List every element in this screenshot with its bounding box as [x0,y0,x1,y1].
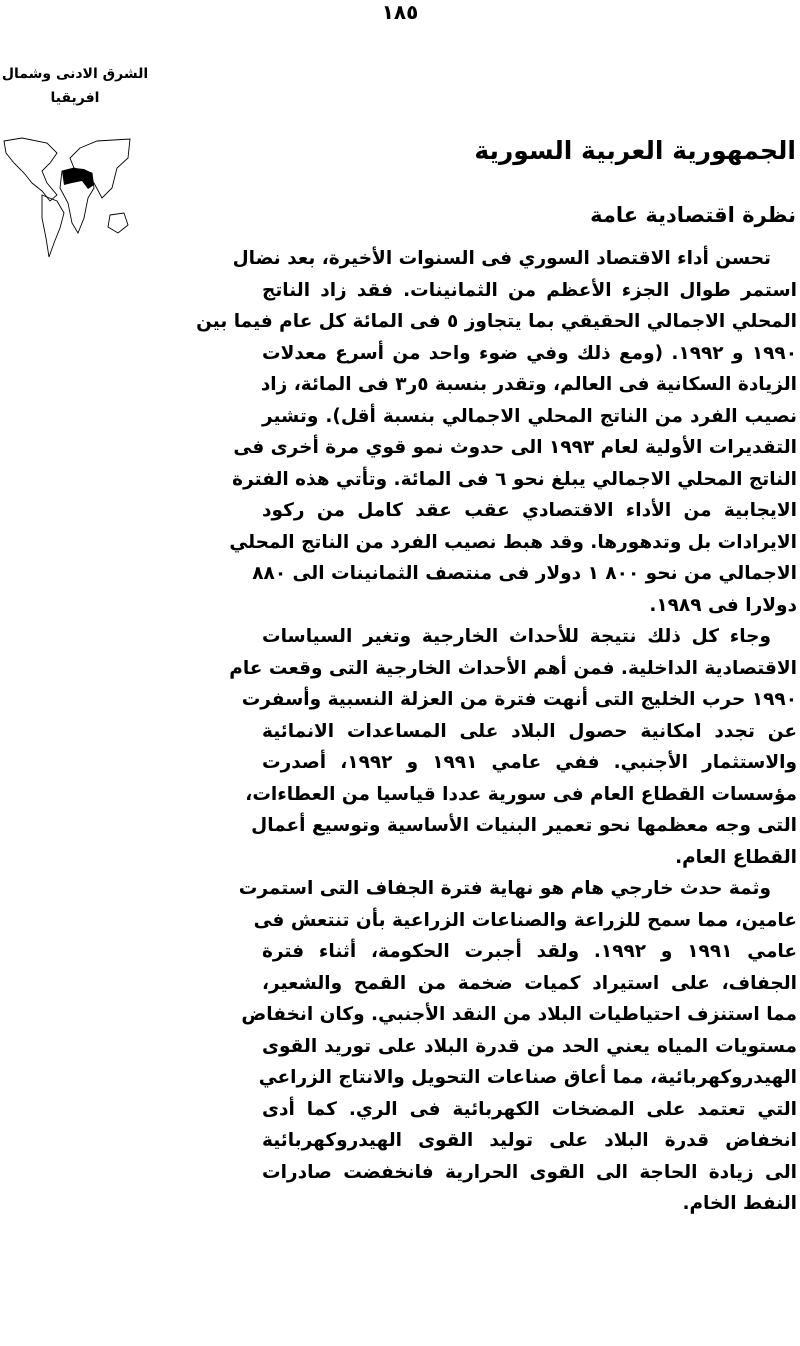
text-line: الزيادة السكانية فى العالم، وتقدر بنسبة ٥ر٣ فى المائة، زاد [260,374,797,395]
text-line: المحلي الاجمالي الحقيقي بما يتجاوز ٥ فى المائة كل عام فيما بين [196,311,797,332]
text-line: التى وجه معظمها نحو تعمير البنيات الأساسية وتوسيع أعمال [251,815,797,836]
text-line: ١٩٩٠ و ١٩٩٢. (ومع ذلك وفي ضوء واحد من أسرع معدلات [262,342,797,364]
text-line: وثمة حدث خارجي هام هو نهاية فترة الجفاف التى استمرت [238,878,771,899]
text-line: عامي ١٩٩١ و ١٩٩٢. ولقد أجبرت الحكومة، أثناء فترة [262,941,797,962]
text-line: الهيدروكهربائية، مما أعاق صناعات التحويل والانتاج الزراعي [258,1067,797,1088]
text-line: تحسن أداء الاقتصاد السوري فى السنوات الأخيرة، بعد نضال [232,248,771,269]
text-line: وجاء كل ذلك نتيجة للأحداث الخارجية وتغير السياسات [262,626,771,647]
text-line: دولارا فى ١٩٨٩. [649,594,797,616]
world-map-icon [2,133,132,258]
article-body [196,243,797,1220]
paragraph [229,621,797,873]
text-line: التي تعتمد على المضخات الكهربائية فى الري. كما أدى [262,1098,797,1120]
text-line: استمر طوال الجزء الأعظم من الثمانينات. فقد زاد الناتج [262,279,797,301]
paragraph [196,243,797,621]
section-heading: نظرة اقتصادية عامة [590,203,796,227]
text-line: الجفاف، على استيراد كميات ضخمة من القمح والشعير، [262,972,797,994]
text-line: الاقتصادية الداخلية. فمن أهم الأحداث الخارجية التى وقعت عام [229,657,797,679]
region-caption-line2: افريقيا [50,90,100,106]
text-line: النفط الخام. [682,1193,797,1214]
text-line: الايرادات بل وتدهورها. وقد هبط نصيب الفرد من الناتج المحلي [229,531,797,553]
text-line: نصيب الفرد من الناتج المحلي الاجمالي بنسبة أقل). وتشير [262,405,797,427]
text-line: عن تجدد امكانية حصول البلاد على المساعدات الانمائية [262,720,797,742]
text-line: ١٩٩٠ حرب الخليج التى أنهت فترة من العزلة النسبية وأسفرت [241,689,797,710]
text-line: الايجابية من الأداء الاقتصادي عقب عقد كامل من ركود [262,500,797,521]
text-line: مستويات المياه يعني الحد من قدرة البلاد على توريد القوى [262,1035,797,1057]
text-line: والاستثمار الأجنبي. ففي عامي ١٩٩١ و ١٩٩٢، أصدرت [262,752,797,773]
region-caption-line1: الشرق الادنى وشمال [1,66,149,82]
country-title: الجمهورية العربية السورية [474,136,796,165]
paragraph [238,873,797,1220]
text-line: مؤسسات القطاع العام فى سورية عددا قياسيا من العطاءات، [245,783,797,805]
text-line: الناتج المحلي الاجمالي يبلغ نحو ٦ فى المائة. وتأتي هذه الفترة [232,468,797,490]
text-line: انخفاض قدرة البلاد على توليد القوى الهيدروكهربائية [262,1130,797,1151]
text-line: مما استنزف احتياطيات البلاد من النقد الأجنبي. وكان انخفاض [241,1004,797,1025]
text-line: عامين، مما سمح للزراعة والصناعات الزراعية بأن تنتعش فى [253,909,797,931]
text-line: التقديرات الأولية لعام ١٩٩٣ الى حدوث نمو قوي مرة أخرى فى [233,437,797,458]
text-line: الاجمالي من نحو ٨٠٠ ١ دولار فى منتصف الثمانينات الى ٨٨٠ [252,563,797,584]
text-line: الى زيادة الحاجة الى القوى الحرارية فانخفضت صادرات [262,1161,797,1183]
page-number: ١٨٥ [381,0,419,24]
text-line: القطاع العام. [675,846,797,868]
